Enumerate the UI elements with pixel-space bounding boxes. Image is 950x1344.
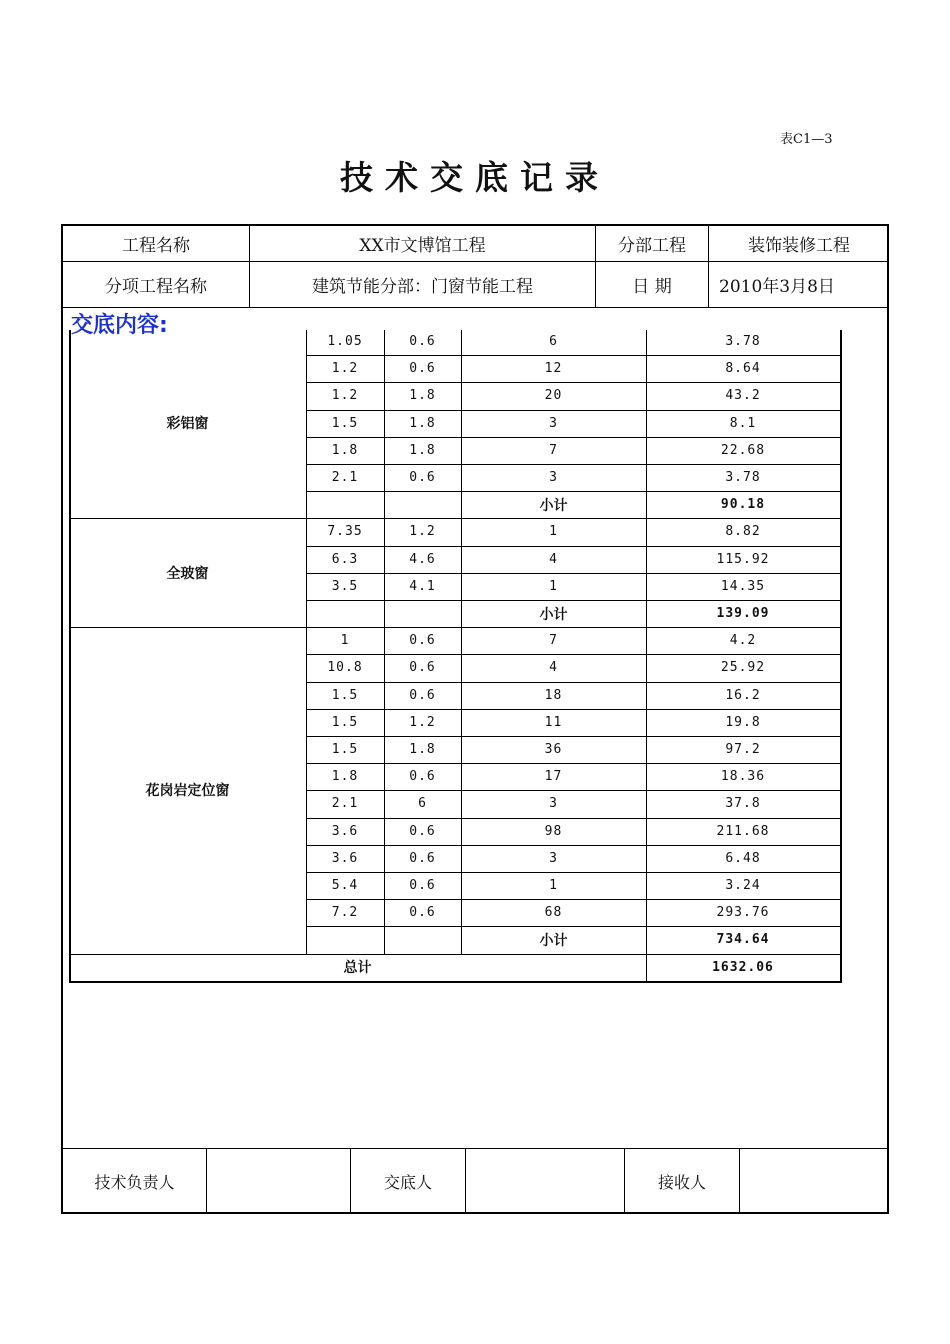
table-cell: 3 xyxy=(549,850,558,866)
table-cell: 1 xyxy=(549,524,558,540)
total-label: 总计 xyxy=(343,960,372,977)
table-cell: 36 xyxy=(544,742,563,758)
table-cell: 0.6 xyxy=(409,823,436,839)
table-cell: 1.5 xyxy=(331,714,359,730)
table-cell: 3 xyxy=(549,470,558,486)
total-value: 1632.06 xyxy=(712,959,774,975)
table-cell: 97.2 xyxy=(725,742,761,758)
table-cell: 7 xyxy=(549,442,558,458)
table-cell: 293.76 xyxy=(716,905,770,921)
table-cell: 1.05 xyxy=(327,334,363,350)
table-cell: 1 xyxy=(340,633,350,649)
table-cell: 8.1 xyxy=(729,415,757,431)
subtotal-value: 734.64 xyxy=(716,932,770,948)
table-cell: 0.6 xyxy=(409,470,436,486)
table-cell: 20 xyxy=(544,388,563,404)
table-cell: 4.1 xyxy=(409,578,436,594)
table-cell: 1.8 xyxy=(409,415,436,431)
table-cell: 115.92 xyxy=(716,551,770,567)
table-cell: 0.6 xyxy=(409,769,436,785)
table-cell: 17 xyxy=(544,769,563,785)
table-cell: 8.64 xyxy=(725,361,761,377)
table-cell: 4.2 xyxy=(729,633,757,649)
table-cell: 0.6 xyxy=(409,687,436,703)
table-cell: 1.2 xyxy=(409,714,436,730)
table-cell: 25.92 xyxy=(720,660,766,676)
table-cell: 43.2 xyxy=(725,388,761,404)
group-name: 彩铝窗 xyxy=(166,416,209,433)
subtotal-value: 139.09 xyxy=(716,606,770,622)
group-name: 花岗岩定位窗 xyxy=(145,783,230,800)
table-cell: 5.4 xyxy=(331,878,359,894)
table-cell: 68 xyxy=(544,905,563,921)
table-cell: 0.6 xyxy=(409,660,436,676)
table-cell: 0.6 xyxy=(409,850,436,866)
table-cell: 1.8 xyxy=(409,742,436,758)
table-cell: 3.6 xyxy=(331,823,359,839)
subtotal-label: 小计 xyxy=(539,497,568,514)
table-cell: 1 xyxy=(549,878,558,894)
form-code: 表C1—3 xyxy=(780,132,833,147)
date-label: 日 期 xyxy=(632,277,672,297)
division-label: 分部工程 xyxy=(618,236,686,256)
table-cell: 22.68 xyxy=(720,442,766,458)
division-value: 装饰装修工程 xyxy=(748,236,850,256)
table-cell: 7 xyxy=(549,633,558,649)
table-cell: 4.6 xyxy=(409,551,436,567)
table-cell: 37.8 xyxy=(725,796,761,812)
table-cell: 8.82 xyxy=(725,524,761,540)
table-cell: 2.1 xyxy=(331,470,359,486)
table-cell: 1 xyxy=(549,578,558,594)
table-cell: 19.8 xyxy=(725,714,761,730)
table-cell: 6.48 xyxy=(725,850,761,866)
table-cell: 3.78 xyxy=(725,334,761,350)
content-label: 交底内容: xyxy=(71,313,168,338)
table-cell: 3.5 xyxy=(331,578,359,594)
document-title: 技术交底记录 xyxy=(340,158,610,197)
window-area-table xyxy=(69,330,841,983)
table-cell: 1.8 xyxy=(331,769,359,785)
receiver-label: 接收人 xyxy=(657,1172,706,1192)
subitem-label: 分项工程名称 xyxy=(105,277,207,297)
table-cell: 3 xyxy=(549,415,558,431)
table-cell: 1.2 xyxy=(409,524,436,540)
table-cell: 7.2 xyxy=(331,905,359,921)
table-cell: 6 xyxy=(549,334,558,350)
table-cell: 1.2 xyxy=(331,388,359,404)
table-cell: 14.35 xyxy=(720,578,766,594)
subitem-value: 建筑节能分部：门窗节能工程 xyxy=(312,277,533,297)
table-cell: 18.36 xyxy=(720,769,766,785)
table-cell: 1.2 xyxy=(331,361,359,377)
table-cell: 0.6 xyxy=(409,334,436,350)
tech-lead-label: 技术负责人 xyxy=(94,1172,175,1192)
table-cell: 1.8 xyxy=(409,388,436,404)
subtotal-label: 小计 xyxy=(539,606,568,623)
group-name: 全玻窗 xyxy=(166,565,209,582)
table-cell: 1.5 xyxy=(331,415,359,431)
table-cell: 0.6 xyxy=(409,905,436,921)
table-cell: 211.68 xyxy=(716,823,770,839)
table-cell: 1.8 xyxy=(331,442,359,458)
table-cell: 1.5 xyxy=(331,687,359,703)
table-cell: 3.24 xyxy=(725,878,761,894)
table-cell: 7.35 xyxy=(327,524,363,540)
table-cell: 1.8 xyxy=(409,442,436,458)
table-cell: 18 xyxy=(544,687,563,703)
table-cell: 16.2 xyxy=(725,687,761,703)
date-value: 2010年3月8日 xyxy=(719,277,835,297)
table-cell: 12 xyxy=(544,361,563,377)
table-cell: 3.78 xyxy=(725,470,761,486)
discloser-label: 交底人 xyxy=(383,1172,432,1192)
table-cell: 1.5 xyxy=(331,742,359,758)
table-cell: 6.3 xyxy=(331,551,359,567)
table-cell: 0.6 xyxy=(409,633,436,649)
table-cell: 11 xyxy=(544,714,563,730)
table-cell: 2.1 xyxy=(331,796,359,812)
table-cell: 10.8 xyxy=(327,660,363,676)
table-cell: 98 xyxy=(544,823,563,839)
table-cell: 3.6 xyxy=(331,850,359,866)
table-cell: 0.6 xyxy=(409,361,436,377)
table-cell: 3 xyxy=(549,796,558,812)
subtotal-label: 小计 xyxy=(539,932,568,949)
table-cell: 4 xyxy=(549,660,558,676)
subtotal-value: 90.18 xyxy=(720,497,766,513)
table-cell: 4 xyxy=(549,551,558,567)
table-cell: 6 xyxy=(418,796,427,812)
project-name-label: 工程名称 xyxy=(122,236,190,256)
table-cell: 0.6 xyxy=(409,878,436,894)
project-name-value: XX市文博馆工程 xyxy=(359,236,486,256)
